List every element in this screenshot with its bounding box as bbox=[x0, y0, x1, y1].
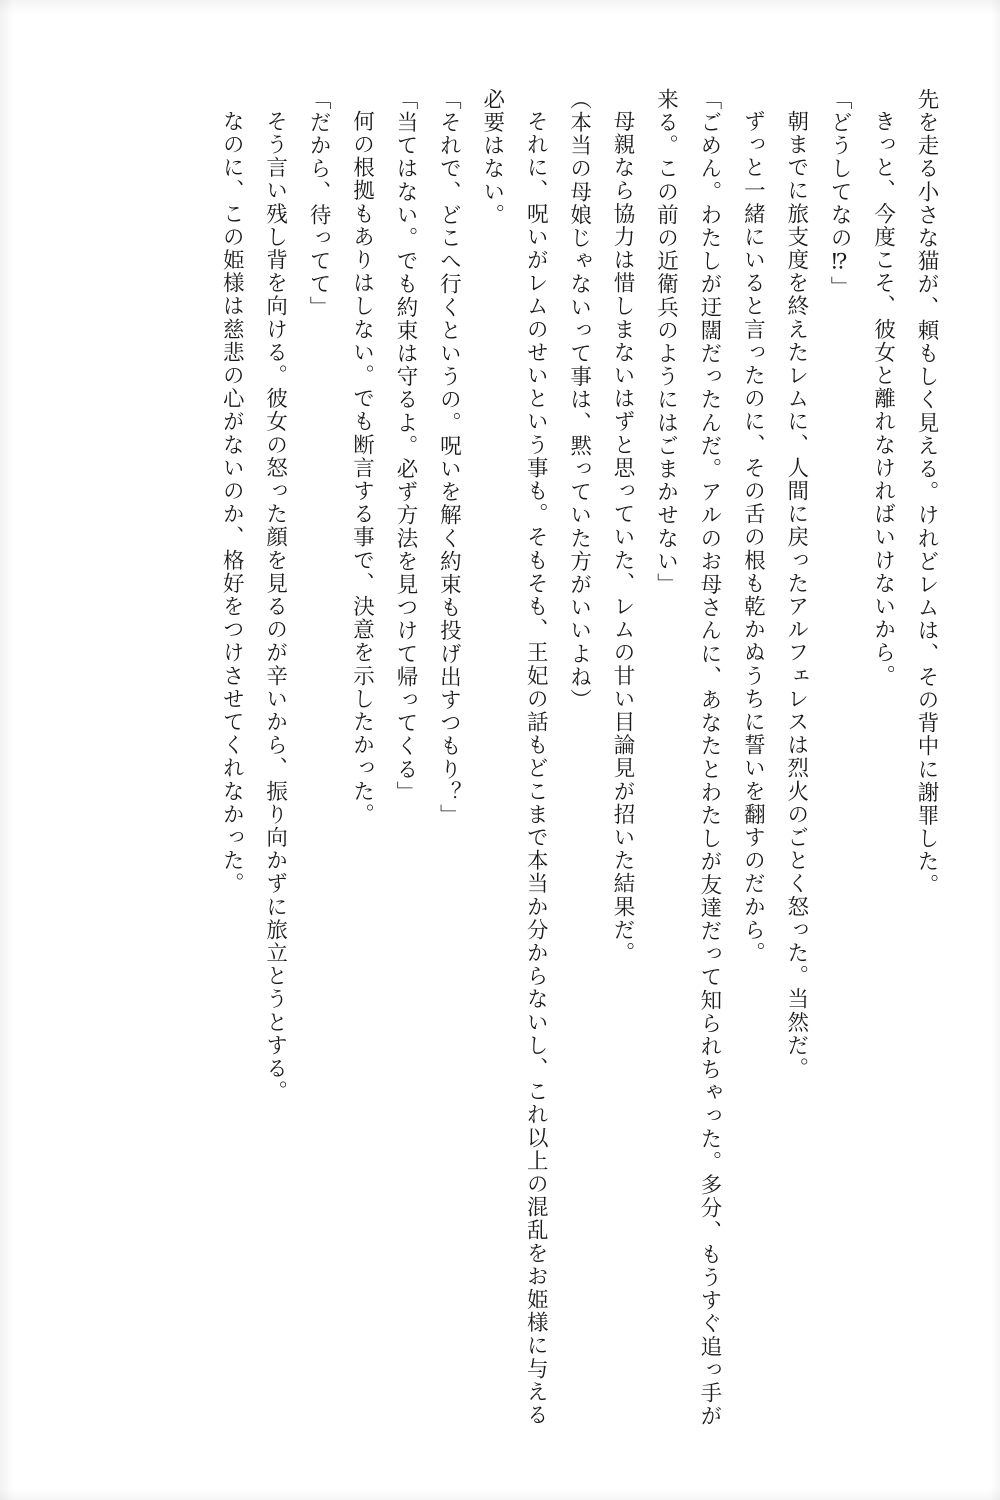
paragraph-dialogue: 「当てはない。でも約束は守るよ。必ず方法を見つけて帰ってくる」 bbox=[392, 88, 418, 805]
page-edge-shade-right bbox=[990, 0, 1000, 1500]
paragraph-dialogue: 「ごめん。わたしが迂闊だったんだ。アルのお母さんに、あなたとわたしが友達だって知られちゃった。多分、もうすぐ追っ手が来る。この前の近衛兵のようにはごまかせない」 bbox=[653, 88, 722, 1428]
paragraph: それに、呪いがレムのせいという事も。そもそも、王妃の話もどこまで本当か分からないし、これ以上の混乱をお姫様に与える必要はない。 bbox=[479, 88, 549, 1427]
vertical-text-body bbox=[52, 88, 948, 1430]
paragraph: 何の根拠もありはしない。でも断言する事で、決意を示したかった。 bbox=[349, 109, 375, 826]
paragraph-parenthetical: （本当の母娘じゃないって事は、黙っていた方がいいよね） bbox=[566, 88, 592, 712]
paragraph: ずっと一緒にいると言ったのに、その舌の根も乾かぬうちに誓いを翻すのだから。 bbox=[740, 109, 766, 965]
paragraph: なのに、この姫様は慈悲の心がないのか、格好をつけさせてくれなかった。 bbox=[219, 109, 245, 895]
paragraph-dialogue: 「だから、待ってて」 bbox=[306, 88, 332, 319]
paragraph-dialogue: 「どうしてなの⁉」 bbox=[827, 88, 853, 300]
page-edge-shade-left bbox=[0, 0, 14, 1500]
paragraph: きっと、今度こそ、彼女と離れなければいけないから。 bbox=[870, 109, 896, 687]
paragraph: 先を走る小さな猫が、頼もしく見える。けれどレムは、その背中に謝罪した。 bbox=[914, 88, 939, 897]
paragraph: 朝までに旅支度を終えたレムに、人間に戻ったアルフェレスは烈火のごとく怒った。当然だ。 bbox=[783, 109, 809, 1080]
paragraph: そう言い残し背を向ける。彼女の怒った顔を見るのが辛いから、振り向かずに旅立とうとする。 bbox=[262, 109, 288, 1103]
paragraph-dialogue: 「それで、どこへ行くというの。呪いを解く約束も投げ出すつもり？」 bbox=[436, 88, 462, 828]
paragraph: 母親なら協力は惜しまないはずと思っていた、レムの甘い目論見が招いた結果だ。 bbox=[610, 109, 636, 965]
page-edge-shade-bottom bbox=[0, 1488, 1000, 1500]
page-edge-shade-top bbox=[0, 0, 1000, 14]
